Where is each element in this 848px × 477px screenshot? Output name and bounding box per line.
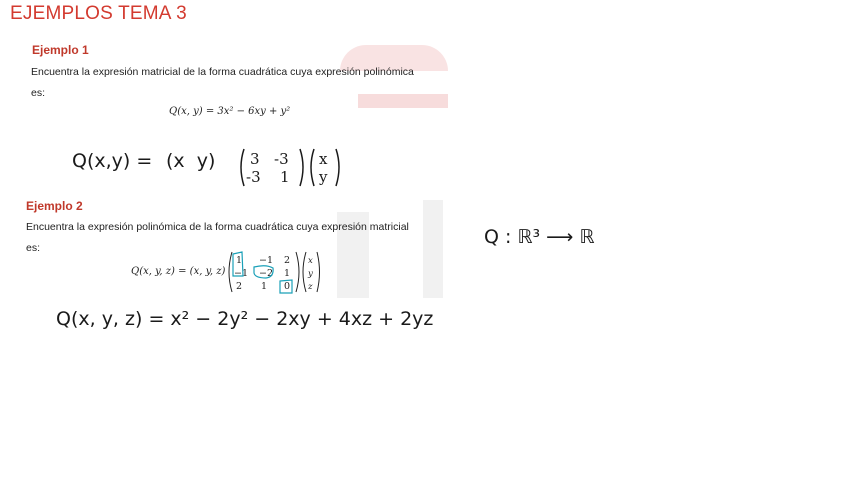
matrix2-cell-21: −1	[234, 268, 249, 279]
ejemplo1-text-line2: es:	[31, 87, 46, 99]
matrix1-cell-21: -3	[246, 168, 261, 186]
matrix2-cell-32: 1	[261, 281, 268, 292]
vector2-z: z	[308, 282, 313, 292]
matrix2-cell-11: 1	[236, 255, 243, 266]
matrix2-cell-22: −2	[259, 268, 274, 279]
ejemplo2-handwritten-map: Q : ℝ³ ⟶ ℝ	[484, 226, 595, 248]
matrix2-cell-13: 2	[284, 255, 291, 266]
matrix1-cell-12: -3	[274, 150, 289, 168]
watermark-shape-red	[358, 94, 448, 108]
ejemplo1-handwritten-row-vector: (x y)	[166, 150, 216, 172]
matrix2-cell-31: 2	[236, 281, 243, 292]
ejemplo2-text-line2: es:	[26, 242, 41, 254]
ejemplo2-formula-lhs: Q(x, y, z) = (x, y, z)	[131, 266, 226, 277]
page-title: EJEMPLOS TEMA 3	[10, 3, 187, 24]
ejemplo2-text-line1: Encuentra la expresión polinómica de la forma cuadrática cuya expresión matricial	[26, 221, 409, 233]
matrix2-cell-23: 1	[284, 268, 291, 279]
ejemplo1-text-line1: Encuentra la expresión matricial de la forma cuadrática cuya expresión polinómica	[31, 66, 414, 78]
ejemplo1-handwritten-lhs: Q(x,y) =	[72, 150, 153, 172]
vector2-x: x	[308, 256, 313, 266]
matrix1-cell-11: 3	[250, 150, 260, 168]
matrix2-cell-12: −1	[259, 255, 274, 266]
matrix2-cell-33: 0	[284, 281, 291, 292]
ejemplo1-handwritten-matrix	[236, 146, 348, 188]
watermark-shape-bar-2	[423, 200, 443, 298]
ejemplo2-matrix	[226, 250, 322, 294]
vector1-y: y	[319, 168, 328, 186]
ejemplo1-heading: Ejemplo 1	[32, 43, 89, 57]
matrix1-cell-22: 1	[280, 168, 290, 186]
vector1-x: x	[319, 150, 328, 168]
ejemplo1-formula: Q(x, y) = 3x² − 6xy + y²	[169, 106, 291, 117]
vector2-y: y	[308, 269, 313, 279]
ejemplo2-handwritten-result: Q(x, y, z) = x² − 2y² − 2xy + 4xz + 2yz	[56, 308, 434, 330]
ejemplo2-heading: Ejemplo 2	[26, 199, 83, 213]
